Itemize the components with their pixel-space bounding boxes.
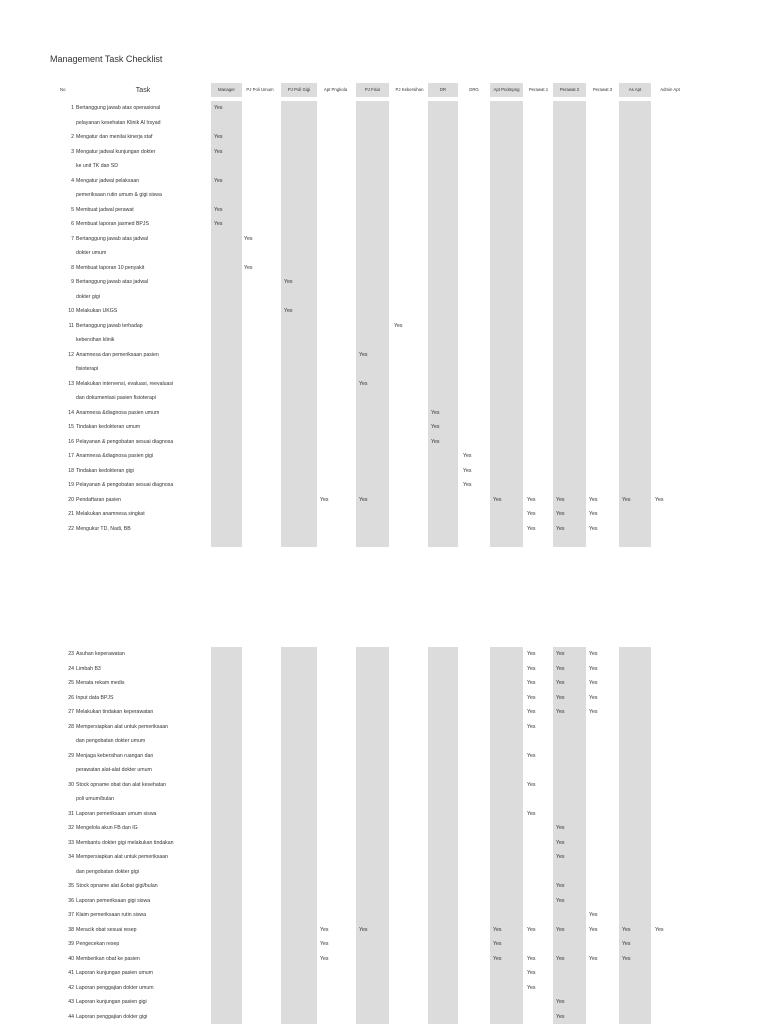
- page-title: Management Task Checklist: [50, 54, 163, 64]
- table-row: [0, 101, 768, 130]
- task-number: 8: [71, 264, 74, 271]
- task-number: 33: [68, 839, 74, 846]
- yes-mark: Yes: [320, 941, 329, 947]
- table-row: [0, 217, 768, 232]
- task-text: Laporan pemeriksaan umum siswa: [76, 810, 157, 817]
- task-number: 40: [68, 955, 74, 962]
- task-number: 13: [68, 380, 74, 387]
- task-text: pemeriksaan rutin umum & gigi siswa: [76, 192, 162, 198]
- task-text: Menata rekam medis: [76, 680, 125, 686]
- task-text: Bertanggung jawab atas operasional: [76, 105, 161, 111]
- yes-mark: Yes: [284, 308, 293, 314]
- yes-mark: Yes: [527, 665, 536, 672]
- header-task: Task: [135, 87, 151, 94]
- task-text: fisioterapi: [76, 366, 99, 372]
- table-row: [0, 778, 768, 807]
- yes-mark: Yes: [320, 926, 329, 933]
- table-row: [0, 261, 768, 276]
- table-row: [0, 952, 768, 967]
- table-row: [0, 821, 768, 836]
- task-number: 31: [68, 810, 74, 817]
- table-row: [0, 705, 768, 720]
- yes-mark: Yes: [589, 665, 598, 672]
- task-number: 14: [68, 409, 74, 416]
- yes-mark: Yes: [359, 496, 368, 503]
- yes-mark: Yes: [493, 496, 502, 503]
- header-col-9: Perawat 1: [528, 87, 549, 92]
- task-number: 43: [68, 999, 74, 1005]
- yes-mark: Yes: [556, 511, 565, 517]
- yes-mark: Yes: [527, 525, 536, 532]
- table-row: [0, 420, 768, 435]
- table-row: [0, 676, 768, 691]
- task-text: Membantu dokter gigi melakukan tindakan: [76, 839, 174, 846]
- table-row: [0, 720, 768, 749]
- table-row: [0, 130, 768, 145]
- yes-mark: Yes: [622, 926, 631, 933]
- yes-mark: Yes: [556, 496, 565, 503]
- yes-mark: Yes: [556, 999, 565, 1005]
- task-number: 28: [68, 723, 74, 730]
- task-number: 29: [68, 752, 74, 759]
- task-number: 23: [68, 651, 74, 657]
- task-text: Memberikan obat ke pasien: [76, 955, 140, 962]
- task-number: 17: [68, 453, 74, 459]
- yes-mark: Yes: [655, 496, 664, 503]
- task-text: Bertanggung jawab terhadap: [76, 322, 143, 329]
- task-number: 44: [68, 1013, 74, 1020]
- task-text: Anamnesa &diagnosa pasien gigi: [76, 453, 154, 459]
- task-text: Membuat laporan jasmed BPJS: [76, 221, 149, 227]
- task-number: 35: [68, 883, 74, 889]
- yes-mark: Yes: [589, 694, 598, 701]
- task-text: Bertanggung jawab atas jadwal: [76, 279, 149, 285]
- task-text: Laporan penggajian dokter umum: [76, 984, 154, 991]
- task-text: Melakukan UKGS: [76, 308, 118, 314]
- task-text: Laporan penggajian dokter gigi: [76, 1013, 148, 1020]
- header-col-5: PJ Kebersihan: [395, 87, 424, 92]
- yes-mark: Yes: [556, 839, 565, 846]
- task-text: Anamnesa dan pemeriksaan pasien: [76, 351, 159, 358]
- table-row: [0, 662, 768, 677]
- yes-mark: Yes: [527, 651, 536, 657]
- yes-mark: Yes: [527, 680, 536, 686]
- task-text: Mengatur dan menilai kinerja staf: [76, 134, 153, 140]
- task-number: 20: [68, 496, 74, 503]
- task-text: Stock opname alat &obat gigi/bulan: [76, 883, 158, 889]
- task-number: 38: [68, 926, 74, 933]
- task-text: Menjaga kebersihan ruangan dan: [76, 752, 154, 759]
- yes-mark: Yes: [214, 105, 223, 111]
- table-row: [0, 478, 768, 493]
- yes-mark: Yes: [527, 955, 536, 962]
- table-row: [0, 493, 768, 508]
- yes-mark: Yes: [589, 680, 598, 686]
- task-number: 10: [68, 308, 74, 314]
- yes-mark: Yes: [244, 264, 253, 271]
- table-row: [0, 995, 768, 1010]
- task-text: Mempersiapkan alat untuk pemeriksaan: [76, 723, 168, 730]
- task-text: Bertanggung jawab atas jadwal: [76, 235, 149, 242]
- task-number: 7: [71, 235, 74, 242]
- header-col-3: Apt Pngkola: [323, 87, 348, 92]
- yes-mark: Yes: [589, 912, 598, 918]
- table-row: [0, 464, 768, 479]
- yes-mark: Yes: [622, 496, 631, 503]
- task-text: Laporan kunjungan pasien gigi: [76, 999, 147, 1005]
- task-text: Stock opname obat dan alat kesehatan: [76, 781, 166, 788]
- header-col-8: Apt Pndmpng: [493, 87, 520, 92]
- task-text: perawatan alat-alat dokter umum: [76, 767, 152, 773]
- task-number: 32: [68, 825, 74, 831]
- task-text: pelayanan kesehatan Klinik Al Irsyad: [76, 119, 161, 126]
- task-number: 1: [71, 105, 74, 111]
- task-text: Asuhan keperawatan: [76, 651, 125, 657]
- task-text: Input data BPJS: [76, 694, 114, 701]
- yes-mark: Yes: [589, 496, 598, 503]
- yes-mark: Yes: [214, 134, 223, 140]
- table-row: [0, 807, 768, 822]
- yes-mark: Yes: [463, 467, 472, 474]
- task-number: 39: [68, 941, 74, 947]
- task-number: 2: [71, 134, 74, 140]
- yes-mark: Yes: [589, 709, 598, 715]
- yes-mark: Yes: [556, 825, 565, 831]
- table-row: [0, 174, 768, 203]
- task-text: Pendaftaran pasien: [76, 496, 121, 503]
- table-row: [0, 691, 768, 706]
- task-number: 21: [68, 511, 74, 517]
- table-row: [0, 507, 768, 522]
- yes-mark: Yes: [655, 926, 664, 933]
- task-number: 34: [68, 854, 74, 860]
- task-number: 26: [68, 694, 74, 701]
- yes-mark: Yes: [527, 926, 536, 933]
- task-number: 9: [71, 279, 74, 285]
- yes-mark: Yes: [556, 709, 565, 715]
- task-number: 5: [71, 206, 74, 213]
- yes-mark: Yes: [431, 438, 440, 445]
- task-text: Melakukan tindakan keperawatan: [76, 709, 154, 715]
- yes-mark: Yes: [556, 926, 565, 933]
- task-number: 19: [68, 482, 74, 488]
- table-row: [0, 348, 768, 377]
- header-col-4: PJ Fisio: [364, 87, 381, 92]
- table-row: [0, 232, 768, 261]
- yes-mark: Yes: [556, 651, 565, 657]
- yes-mark: Yes: [394, 322, 403, 329]
- yes-mark: Yes: [589, 955, 598, 962]
- table-row: [0, 937, 768, 952]
- yes-mark: Yes: [527, 723, 536, 730]
- yes-mark: Yes: [622, 955, 631, 962]
- table-row: [0, 908, 768, 923]
- task-number: 15: [68, 424, 74, 430]
- yes-mark: Yes: [214, 206, 223, 213]
- task-number: 25: [68, 680, 74, 686]
- yes-mark: Yes: [320, 955, 329, 962]
- yes-mark: Yes: [431, 424, 440, 430]
- table-row: [0, 275, 768, 304]
- task-text: Meracik obat sesuai resep: [76, 926, 137, 933]
- task-number: 37: [68, 912, 74, 918]
- yes-mark: Yes: [359, 380, 368, 387]
- table-row: [0, 981, 768, 996]
- task-text: dokter umum: [76, 250, 107, 256]
- task-number: 18: [68, 467, 74, 474]
- yes-mark: Yes: [493, 926, 502, 933]
- header-col-12: As Apt: [628, 87, 642, 92]
- header-col-1: PJ Poli Umum: [246, 87, 274, 92]
- yes-mark: Yes: [527, 694, 536, 701]
- table-row: [0, 203, 768, 218]
- table-row: [0, 435, 768, 450]
- task-text: Anamnesa &diagnosa pasien umum: [76, 409, 160, 416]
- task-text: Melakukan intervensi, evaluasi, reevaluasi: [76, 380, 174, 387]
- yes-mark: Yes: [284, 279, 293, 285]
- task-number: 3: [71, 148, 74, 155]
- task-number: 16: [68, 438, 74, 445]
- task-number: 27: [68, 709, 74, 715]
- task-text: Mempersiapkan alat untuk pemeriksaan: [76, 854, 168, 860]
- yes-mark: Yes: [556, 897, 565, 904]
- yes-mark: Yes: [556, 694, 565, 701]
- header-no: No: [60, 87, 66, 92]
- yes-mark: Yes: [556, 680, 565, 686]
- yes-mark: Yes: [527, 496, 536, 503]
- task-text: Membuat laporan 10 penyakit: [76, 264, 145, 271]
- yes-mark: Yes: [463, 482, 472, 488]
- task-text: Klaim pemeriksaan rutin siswa: [76, 912, 147, 918]
- yes-mark: Yes: [556, 883, 565, 889]
- yes-mark: Yes: [214, 177, 223, 184]
- task-text: Mengatur jadwal pelaksaan: [76, 177, 140, 184]
- task-text: Tindakan kedokteran gigi: [76, 467, 134, 474]
- task-text: Laporan kunjungan pasien umum: [76, 970, 154, 976]
- task-number: 4: [71, 177, 74, 184]
- task-number: 6: [71, 221, 74, 227]
- task-number: 12: [68, 351, 74, 358]
- task-text: Melakukan anamnesa singkat: [76, 511, 145, 517]
- yes-mark: Yes: [320, 496, 329, 503]
- yes-mark: Yes: [214, 148, 223, 155]
- header-col-6: DR: [439, 87, 447, 92]
- task-text: Mengelola akun FB dan IG: [76, 825, 138, 831]
- yes-mark: Yes: [527, 810, 536, 817]
- table-row: [0, 304, 768, 319]
- header-col-2: PJ Poli Gigi: [287, 87, 311, 92]
- yes-mark: Yes: [463, 453, 472, 459]
- task-number: 41: [68, 970, 74, 976]
- table-row: [0, 449, 768, 464]
- task-text: kebersihan klinik: [76, 337, 115, 343]
- yes-mark: Yes: [431, 409, 440, 416]
- yes-mark: Yes: [556, 955, 565, 962]
- yes-mark: Yes: [556, 854, 565, 860]
- yes-mark: Yes: [493, 955, 502, 962]
- table-row: [0, 923, 768, 938]
- header-col-0: Manager: [218, 87, 235, 92]
- table-row: [0, 1010, 768, 1024]
- table-row: [0, 319, 768, 348]
- task-number: 36: [68, 897, 74, 904]
- task-text: dokter gigi: [76, 293, 100, 300]
- task-number: 24: [68, 665, 74, 672]
- task-text: Mengukur TD, Nadi, BB: [76, 525, 131, 532]
- task-text: Laporan pemeriksaan gigi siswa: [76, 897, 151, 904]
- table-row: [0, 647, 768, 662]
- task-text: Pengecekan resep: [76, 941, 120, 947]
- table-row: [0, 522, 768, 537]
- yes-mark: Yes: [214, 221, 223, 227]
- yes-mark: Yes: [527, 511, 536, 517]
- yes-mark: Yes: [589, 926, 598, 933]
- yes-mark: Yes: [244, 235, 253, 242]
- table-row: [0, 836, 768, 851]
- yes-mark: Yes: [359, 351, 368, 358]
- table-row: [0, 879, 768, 894]
- task-text: Limbah B3: [76, 665, 101, 672]
- yes-mark: Yes: [589, 511, 598, 517]
- task-text: dan dokumentasi pasien fisioterapi: [76, 395, 156, 401]
- task-number: 11: [68, 322, 74, 329]
- yes-mark: Yes: [527, 752, 536, 759]
- yes-mark: Yes: [527, 970, 536, 976]
- table-row: [0, 850, 768, 879]
- task-text: Tindakan kedokteran umum: [76, 424, 141, 430]
- yes-mark: Yes: [589, 651, 598, 657]
- yes-mark: Yes: [556, 665, 565, 672]
- task-text: Pelayanan & pengobatan sesuai diagnosa: [76, 438, 174, 445]
- table-row: [0, 145, 768, 174]
- yes-mark: Yes: [622, 941, 631, 947]
- header-col-10: Perawat 2: [559, 87, 580, 92]
- header-col-7: DRG: [469, 87, 479, 92]
- table-row: [0, 406, 768, 421]
- task-text: Membuat jadwal perawat: [76, 206, 134, 213]
- yes-mark: Yes: [527, 984, 536, 991]
- task-text: Mengatur jadwal kunjungan dokter: [76, 148, 156, 155]
- yes-mark: Yes: [556, 525, 565, 532]
- table-row: [0, 749, 768, 778]
- header-col-11: Perawat 3: [592, 87, 613, 92]
- task-number: 22: [68, 525, 74, 532]
- task-text: poli umum/bulan: [76, 796, 115, 802]
- table-row: [0, 894, 768, 909]
- yes-mark: Yes: [589, 525, 598, 532]
- task-text: dan pengobatan dokter gigi: [76, 868, 139, 875]
- yes-mark: Yes: [527, 781, 536, 788]
- yes-mark: Yes: [493, 941, 502, 947]
- task-text: dan pengobatan dokter umum: [76, 738, 146, 744]
- yes-mark: Yes: [527, 709, 536, 715]
- yes-mark: Yes: [359, 926, 368, 933]
- table-row: [0, 377, 768, 406]
- yes-mark: Yes: [556, 1013, 565, 1020]
- task-text: Pelayanan & pengobatan sesuai diagnosa: [76, 482, 174, 488]
- table-row: [0, 966, 768, 981]
- task-number: 30: [68, 781, 74, 788]
- task-text: ke unit TK dan SD: [76, 163, 119, 169]
- task-number: 42: [68, 984, 74, 991]
- header-col-13: Admin Apt: [660, 87, 680, 92]
